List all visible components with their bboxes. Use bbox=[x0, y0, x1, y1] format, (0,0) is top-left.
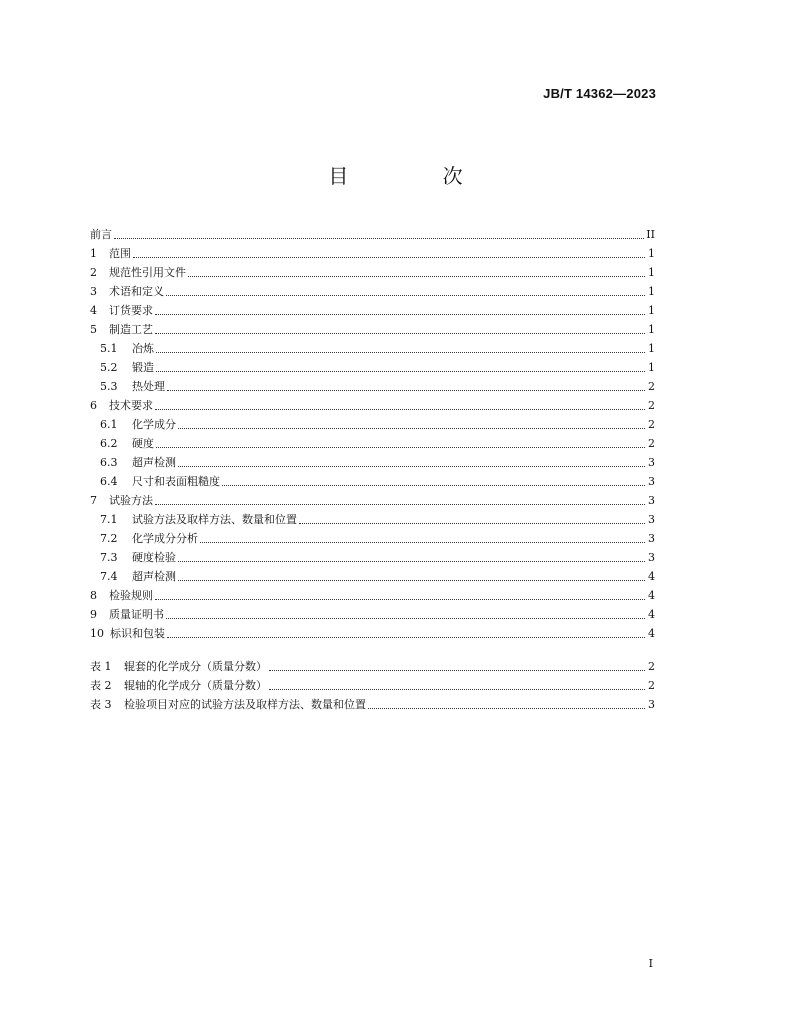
toc-entry-number: 6.2 bbox=[100, 437, 118, 450]
toc-entry-page: 3 bbox=[648, 532, 655, 545]
toc-entry-label: 超声检测 bbox=[132, 570, 176, 583]
table-list-entry-number: 表 1 bbox=[90, 660, 112, 673]
toc-entry[interactable] bbox=[90, 470, 655, 489]
dot-leader bbox=[155, 314, 645, 315]
toc-entry[interactable] bbox=[90, 242, 655, 261]
dot-leader bbox=[156, 352, 645, 353]
toc-entry-page: 1 bbox=[648, 323, 655, 336]
dot-leader bbox=[222, 485, 645, 486]
toc-entry[interactable] bbox=[90, 546, 655, 565]
table-list-entry-label: 检验项目对应的试验方法及取样方法、数量和位置 bbox=[124, 698, 366, 711]
dot-leader bbox=[188, 276, 645, 277]
toc-entry-number: 6.1 bbox=[100, 418, 118, 431]
toc-entry-number: 9 bbox=[90, 608, 97, 621]
toc-entry-number: 5.1 bbox=[100, 342, 118, 355]
table-list-entry-number: 表 2 bbox=[90, 679, 112, 692]
table-list-entry-label: 辊轴的化学成分（质量分数） bbox=[124, 679, 267, 692]
dot-leader bbox=[368, 708, 645, 709]
dot-leader bbox=[178, 580, 645, 581]
toc-entry[interactable] bbox=[90, 299, 655, 318]
section-gap bbox=[90, 641, 655, 655]
toc-entry-label: 尺寸和表面粗糙度 bbox=[132, 475, 220, 488]
toc-entry[interactable] bbox=[90, 565, 655, 584]
toc-entry-page: 1 bbox=[648, 247, 655, 260]
toc-entry-number: 6.3 bbox=[100, 456, 118, 469]
toc-entry[interactable] bbox=[90, 223, 655, 242]
dot-leader bbox=[133, 257, 645, 258]
dot-leader bbox=[114, 238, 644, 239]
dot-leader bbox=[178, 561, 645, 562]
toc-entry-label: 硬度检验 bbox=[132, 551, 176, 564]
toc-entry[interactable] bbox=[90, 508, 655, 527]
table-list-entry[interactable] bbox=[90, 693, 655, 712]
toc-entry-page: 4 bbox=[648, 608, 655, 621]
toc-entry-page: 1 bbox=[648, 304, 655, 317]
toc-entry-page: 3 bbox=[648, 494, 655, 507]
dot-leader bbox=[269, 670, 645, 671]
toc-entry-label: 标识和包装 bbox=[110, 627, 165, 640]
toc-entry-page: 3 bbox=[648, 475, 655, 488]
toc-entry-number: 7 bbox=[90, 494, 97, 507]
toc-entry[interactable] bbox=[90, 413, 655, 432]
toc-entry-label: 化学成分分析 bbox=[132, 532, 198, 545]
toc-entry-page: 3 bbox=[648, 456, 655, 469]
toc-entry-page: 1 bbox=[648, 285, 655, 298]
toc-entry-number: 5 bbox=[90, 323, 97, 336]
toc-entry-label: 试验方法及取样方法、数量和位置 bbox=[132, 513, 297, 526]
table-list-entry[interactable] bbox=[90, 674, 655, 693]
dot-leader bbox=[167, 637, 645, 638]
toc-entry-page: 4 bbox=[648, 570, 655, 583]
toc-entry-page: 2 bbox=[648, 437, 655, 450]
table-list-entry-number: 表 3 bbox=[90, 698, 112, 711]
toc-entry-number: 1 bbox=[90, 247, 97, 260]
toc-entry-number: 4 bbox=[90, 304, 97, 317]
toc-entry[interactable] bbox=[90, 527, 655, 546]
toc-entry-number: 7.3 bbox=[100, 551, 118, 564]
toc-entry-label: 前言 bbox=[90, 228, 112, 241]
dot-leader bbox=[178, 428, 645, 429]
toc-entry[interactable] bbox=[90, 489, 655, 508]
toc-entry-number: 7.1 bbox=[100, 513, 118, 526]
toc-entry-number: 8 bbox=[90, 589, 97, 602]
table-list-entry-page: 2 bbox=[648, 660, 655, 673]
toc-entry-label: 冶炼 bbox=[132, 342, 154, 355]
toc-entry[interactable] bbox=[90, 394, 655, 413]
toc-entry-number: 6 bbox=[90, 399, 97, 412]
dot-leader bbox=[269, 689, 645, 690]
toc-entry-label: 锻造 bbox=[132, 361, 154, 374]
dot-leader bbox=[155, 599, 645, 600]
toc-entry-page: 2 bbox=[648, 418, 655, 431]
page-title: 目 次 bbox=[328, 164, 507, 188]
toc-entry[interactable] bbox=[90, 261, 655, 280]
toc-entry-label: 制造工艺 bbox=[109, 323, 153, 336]
toc-entry-page: 1 bbox=[648, 342, 655, 355]
toc-entry[interactable] bbox=[90, 622, 655, 641]
toc-entry-page: 1 bbox=[648, 361, 655, 374]
page-number: I bbox=[648, 957, 653, 970]
dot-leader bbox=[166, 618, 645, 619]
dot-leader bbox=[155, 409, 645, 410]
dot-leader bbox=[200, 542, 645, 543]
toc-entry-label: 质量证明书 bbox=[109, 608, 164, 621]
toc-entry-page: 2 bbox=[648, 399, 655, 412]
toc-entry-page: 1 bbox=[648, 266, 655, 279]
toc-entry-label: 化学成分 bbox=[132, 418, 176, 431]
toc-entry-page: 3 bbox=[648, 513, 655, 526]
toc-entry-page: 4 bbox=[648, 627, 655, 640]
toc-entry-number: 5.3 bbox=[100, 380, 118, 393]
toc-entry-label: 术语和定义 bbox=[109, 285, 164, 298]
toc-entry[interactable] bbox=[90, 584, 655, 603]
toc-entry[interactable] bbox=[90, 451, 655, 470]
toc-entry[interactable] bbox=[90, 356, 655, 375]
dot-leader bbox=[166, 295, 645, 296]
toc-entry-number: 5.2 bbox=[100, 361, 118, 374]
dot-leader bbox=[155, 333, 645, 334]
toc-entry-label: 热处理 bbox=[132, 380, 165, 393]
toc-entry-label: 试验方法 bbox=[109, 494, 153, 507]
table-list-entry-page: 3 bbox=[648, 698, 655, 711]
toc-entry[interactable] bbox=[90, 603, 655, 622]
dot-leader bbox=[156, 447, 645, 448]
toc-entry-page: II bbox=[646, 228, 655, 241]
toc-entry-number: 10 bbox=[90, 627, 104, 640]
toc-entry[interactable] bbox=[90, 280, 655, 299]
table-list-entry-label: 辊套的化学成分（质量分数） bbox=[124, 660, 267, 673]
toc-entry[interactable] bbox=[90, 318, 655, 337]
dot-leader bbox=[156, 371, 645, 372]
toc-entry-label: 订货要求 bbox=[109, 304, 153, 317]
table-list-entry-page: 2 bbox=[648, 679, 655, 692]
standard-number: JB/T 14362—2023 bbox=[543, 86, 656, 101]
toc-entry-label: 规范性引用文件 bbox=[109, 266, 186, 279]
toc-entry[interactable] bbox=[90, 375, 655, 394]
table-of-contents bbox=[90, 223, 655, 712]
toc-entry-page: 2 bbox=[648, 380, 655, 393]
toc-entry-label: 硬度 bbox=[132, 437, 154, 450]
dot-leader bbox=[155, 504, 645, 505]
toc-entry[interactable] bbox=[90, 337, 655, 356]
table-list-entry[interactable] bbox=[90, 655, 655, 674]
dot-leader bbox=[178, 466, 645, 467]
toc-entry-number: 3 bbox=[90, 285, 97, 298]
toc-entry-label: 超声检测 bbox=[132, 456, 176, 469]
toc-entry-label: 范围 bbox=[109, 247, 131, 260]
dot-leader bbox=[299, 523, 645, 524]
toc-entry-number: 2 bbox=[90, 266, 97, 279]
toc-entry-number: 6.4 bbox=[100, 475, 118, 488]
dot-leader bbox=[167, 390, 645, 391]
toc-entry-page: 3 bbox=[648, 551, 655, 564]
toc-entry-label: 检验规则 bbox=[109, 589, 153, 602]
toc-entry-label: 技术要求 bbox=[109, 399, 153, 412]
toc-entry-number: 7.2 bbox=[100, 532, 118, 545]
toc-entry-page: 4 bbox=[648, 589, 655, 602]
toc-entry-number: 7.4 bbox=[100, 570, 118, 583]
toc-entry[interactable] bbox=[90, 432, 655, 451]
